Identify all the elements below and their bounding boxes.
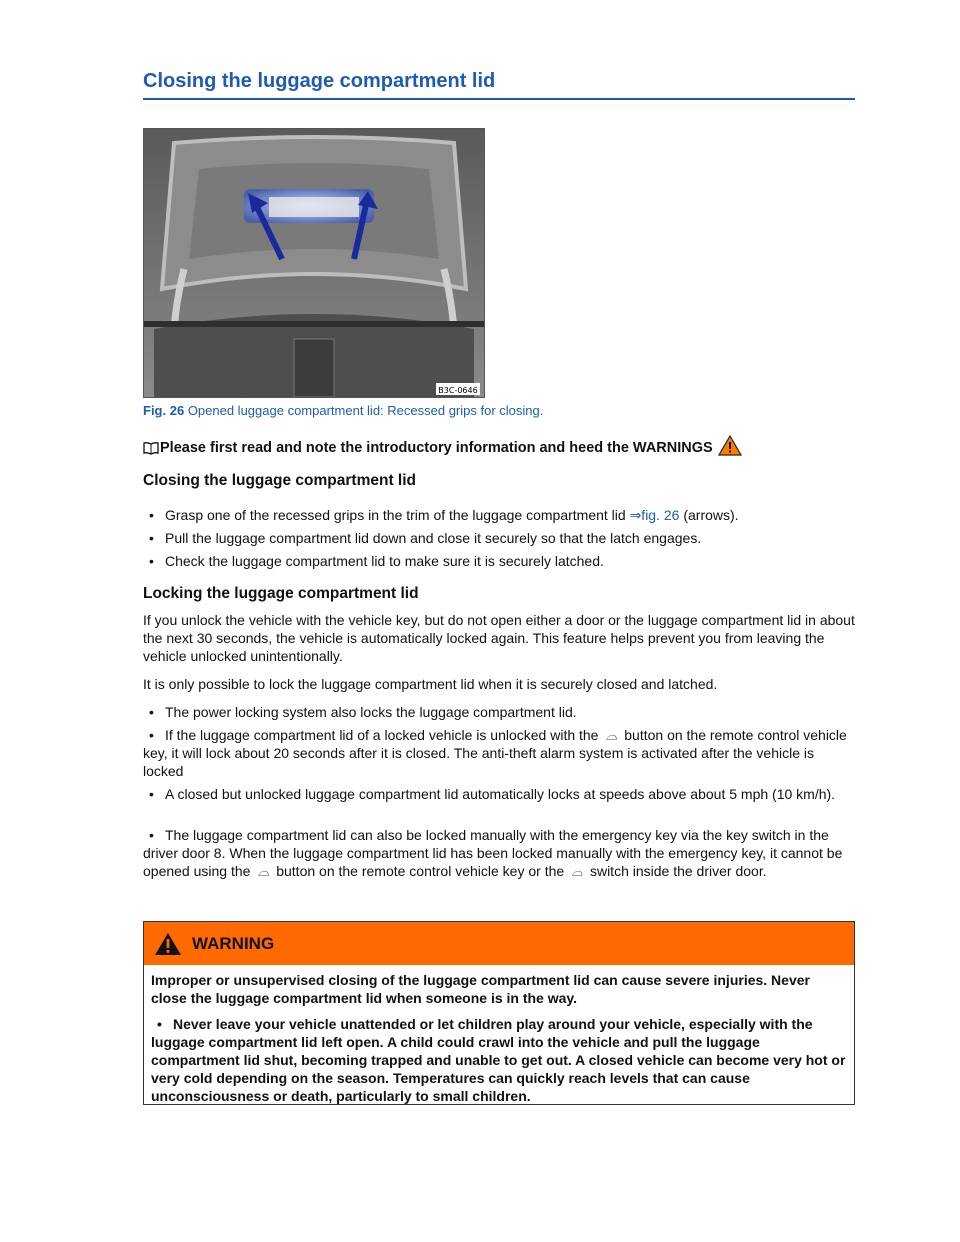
list-item: • The power locking system also locks the luggage compartment lid. xyxy=(149,704,577,720)
figure-caption-text: Opened luggage compartment lid: Recessed grips for closing. xyxy=(187,403,544,418)
list-item: • Grasp one of the recessed grips in the trim of the luggage compartment lid ⇒fig. 26 (arrows). xyxy=(149,507,739,523)
list-item: • The luggage compartment lid can also be locked manually with the emergency key via the key switch in the driver door 8. When the luggage compartment lid has been locked manually with the emergency key, it cannot be opened using the ⌓ button on the remote control vehicle key or the ⌓ switch inside the driver door. xyxy=(143,827,843,879)
intro-text: Please first read and note the introductory information and heed the WARNINGS xyxy=(160,439,713,456)
figure-caption-label: Fig. 26 xyxy=(143,403,185,418)
warning-box xyxy=(143,921,855,1105)
intro-note xyxy=(143,435,742,460)
list-item: • Pull the luggage compartment lid down and close it securely so that the latch engages. xyxy=(149,530,702,546)
trunk-key-icon: ⌓ xyxy=(571,863,583,879)
section-heading-closing: Closing the luggage compartment lid xyxy=(143,472,416,489)
warning-bullet: • Never leave your vehicle unattended or let children play around your vehicle, especially with the luggage compartment lid left open. A child could crawl into the vehicle and pull the luggage compartment lid shut, becoming trapped and unable to get out. A closed vehicle can become very hot or very cold depending on the season. Temperatures can quickly reach levels that can cause unconsciousness or death, particularly to small children. xyxy=(151,1016,846,1104)
figure-image xyxy=(143,128,485,398)
page-title: Closing the luggage compartment lid xyxy=(143,70,855,100)
paragraph: It is only possible to lock the luggage compartment lid when it is securely closed and latched. xyxy=(143,676,718,692)
warning-triangle-icon xyxy=(154,932,182,956)
list-item: • If the luggage compartment lid of a locked vehicle is unlocked with the ⌓ button on the remote control vehicle key, it will lock about 20 seconds after it is closed. The anti-theft alarm system is activated after the vehicle is locked xyxy=(143,727,847,779)
list-item: • Check the luggage compartment lid to make sure it is securely latched. xyxy=(149,553,604,569)
warning-body xyxy=(144,965,854,1105)
warning-triangle-icon[interactable] xyxy=(718,435,742,460)
figure-code: B3C-0646 xyxy=(438,386,478,395)
figure-caption xyxy=(143,403,543,418)
section-heading-locking: Locking the luggage compartment lid xyxy=(143,585,419,602)
list-item: • A closed but unlocked luggage compartment lid automatically locks at speeds above about 5 mph (10 km/h). xyxy=(149,786,836,802)
trunk-illustration xyxy=(144,129,484,397)
paragraph: If you unlock the vehicle with the vehicle key, but do not open either a door or the luggage compartment lid in about the next 30 seconds, the vehicle is automatically locked again. This feature helps prevent you from leaving the vehicle unlocked unintentionally. xyxy=(143,612,855,664)
trunk-key-icon: ⌓ xyxy=(257,863,269,879)
book-icon xyxy=(143,441,159,455)
fig-link[interactable]: ⇒fig. 26 xyxy=(629,507,680,523)
warning-header xyxy=(144,922,854,965)
warning-text: Improper or unsupervised closing of the luggage compartment lid can cause severe injuries. Never close the luggage compartment lid when someone is in the way. xyxy=(151,972,810,1006)
warning-label: WARNING xyxy=(192,933,275,953)
trunk-key-icon: ⌓ xyxy=(605,727,617,743)
